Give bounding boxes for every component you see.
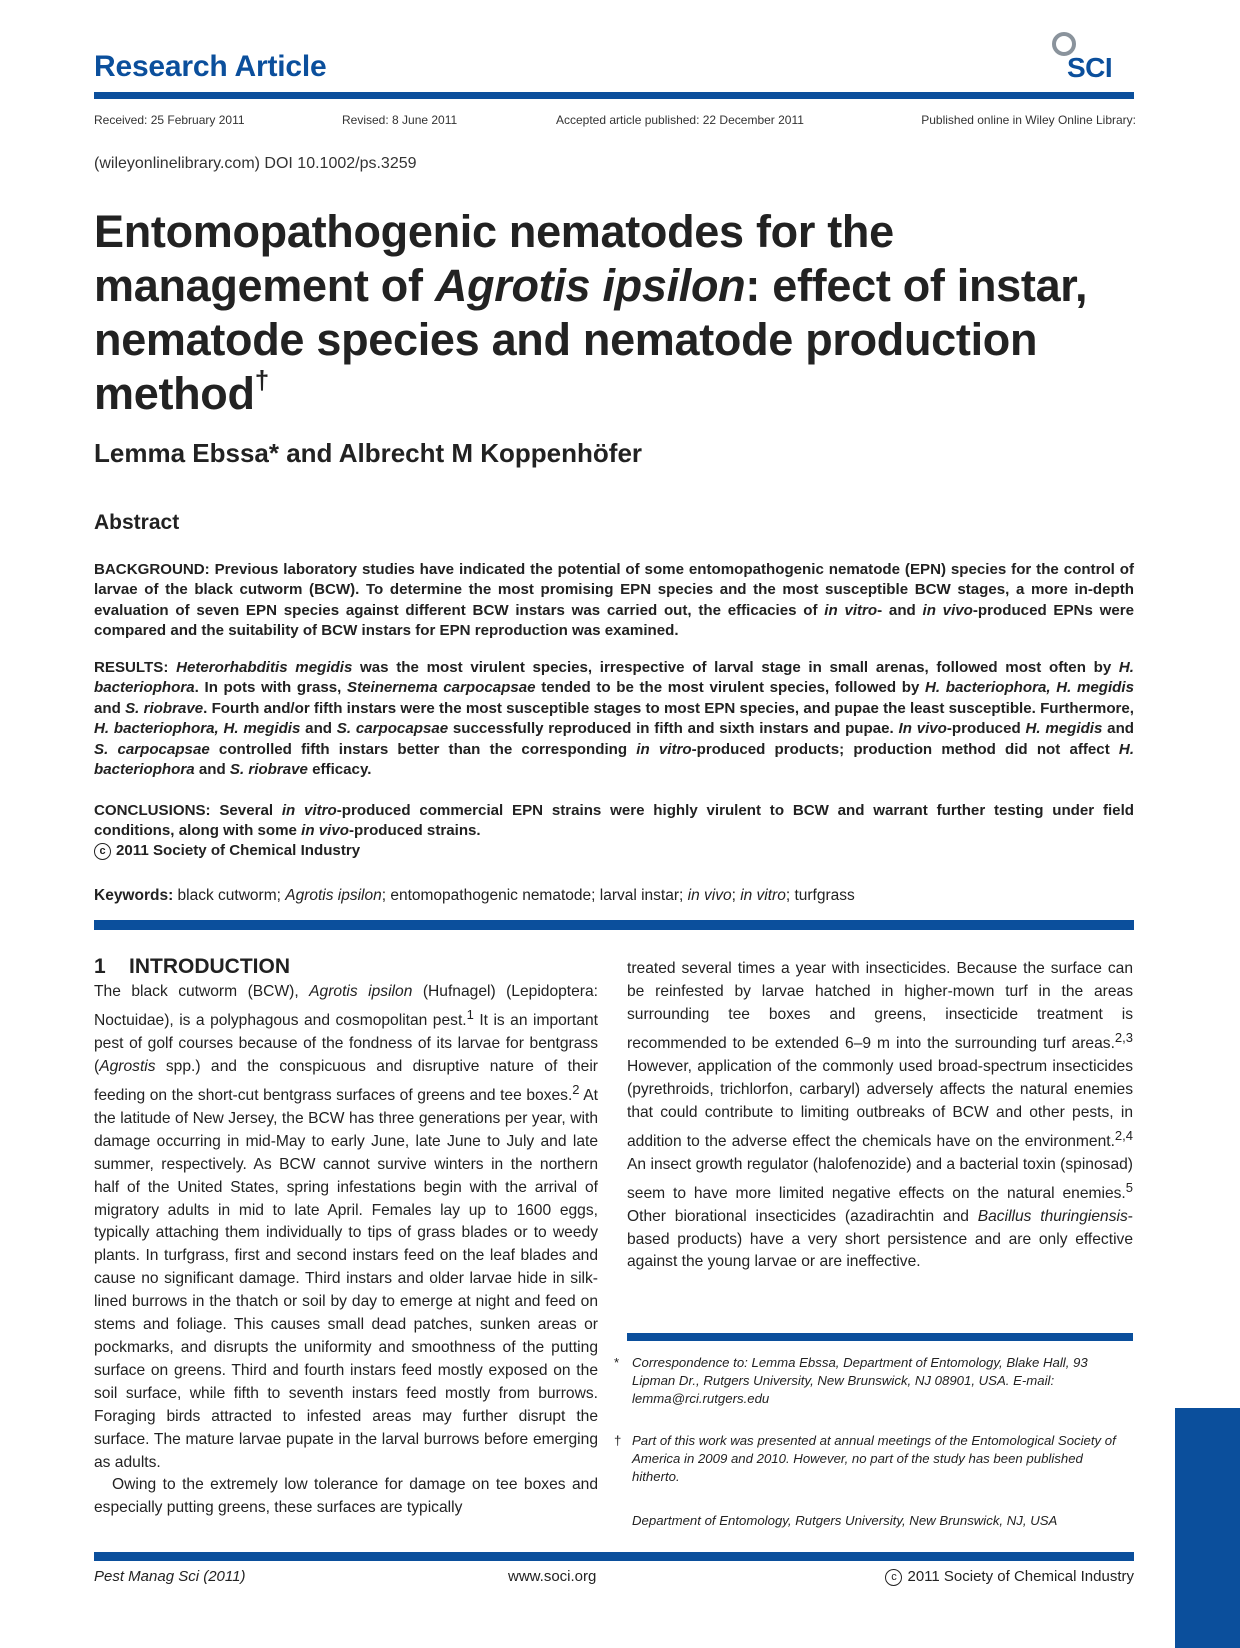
intro-paragraph-2: Owing to the extremely low tolerance for damage on tee boxes and especially putting greens, these surfaces are typically <box>94 1476 598 1517</box>
abstract-heading: Abstract <box>94 511 180 534</box>
notes-rule <box>627 1333 1133 1341</box>
accepted-date: Accepted article published: 22 December 2011 <box>556 113 804 127</box>
header-rule <box>94 92 1134 99</box>
abstract-rule <box>94 920 1134 930</box>
keywords: Keywords: black cutworm; Agrotis ipsilon; entomopathogenic nematode; larval instar; in vivo; in vitro; turfgrass <box>94 887 855 904</box>
journal-section-title: Research Article <box>94 50 327 83</box>
intro-paragraph-1: The black cutworm (BCW), Agrotis ipsilon (Hufnagel) (Lepidoptera: Noctuidae), is a polyphagous and cosmopolitan pest.$^1$ It is an important pest of golf courses because of the fondness of its larvae for bentgrass (Agrostis spp.) and the conspicuous and disruptive nature of their feeding on the short-cut bentgrass surfaces of greens and tee boxes.$^2$ At the latitude of New Jersey, the BCW has three generations per year, with damage occurring in mid-May to early June, late June to July and late summer, respectively. As BCW cannot survive winters in the northern half of the United States, spring infestations begin with the arrival of migratory adults in mid to late April. Females lay up to 1600 eggs, typically attaching them individually to tips of grass blades or to weedy plants. In turfgrass, first and second instars feed on the leaf blades and cause no significant damage. Third instars and older larvae hide in silk-lined burrows in the thatch or soil by day to emerge at night and feed on stems and foliage. This causes small dead patches, sunken areas or pockmarks, and disrupts the uniformity and smoothness of the putting surface on greens. Third and fourth instars feed mostly exposed on the soil surface, while fifth to seventh instars feed mostly from burrows. Foraging birds attracted to infested areas may further disrupt the surface. The mature larvae pupate in the larval burrows before emerging as adults. <box>94 983 599 1471</box>
published-online: Published online in Wiley Online Library: <box>921 113 1136 127</box>
abstract-copyright: c 2011 Society of Chemical Industry <box>94 842 360 860</box>
intro-right-column: treated several times a year with insecticides. Because the surface can be reinfested by larvae hatched in higher-mown turf in the areas surrounding tee boxes and greens, insecticide treatment is recommended to be extended 6–9 m into the surrounding turf areas.$^{2,3}$ However, application of the commonly used broad-spectrum insecticides (pyrethroids, trichlorfon, carbaryl) adversely affects the natural enemies that could contribute to limiting outbreaks of BCW and other pests, in addition to the adverse effect the chemicals have on the environment.$^{2,4}$ An insect growth regulator (halofenozide) and a bacterial toxin (spinosad) seem to have more limited negative effects on the natural enemies.$^5$ Other biorational insecticides (azadirachtin and Bacillus thuringiensis-based products) have a very short persistence and are only effective against the young larvae or are ineffective. <box>627 960 1133 1271</box>
footer-copyright: c 2011 Society of Chemical Industry <box>885 1568 1134 1586</box>
copyright-icon: c <box>885 1569 902 1586</box>
received-date: Received: 25 February 2011 <box>94 113 245 127</box>
dagger-mark: † <box>254 365 269 395</box>
journal-citation: Pest Manag Sci (2011) <box>94 1568 246 1585</box>
dagger-note: † Part of this work was presented at annual meetings of the Entomological Society of America in 2009 and 2010. However, no part of the study has been published hitherto. <box>614 1433 1116 1484</box>
logo-text: SCI <box>1067 52 1113 83</box>
abstract-background: BACKGROUND: Previous laboratory studies have indicated the potential of some entomopathogenic nematode (EPN) species for the control of larvae of the black cutworm (BCW). To determine the most promising EPN species and the most susceptible BCW stages, a more in-depth evaluation of seven EPN species against different BCW instars was carried out, the efficacies of in vitro- and in vivo-produced EPNs were compared and the suitability of BCW instars for EPN reproduction was examined. <box>94 561 1135 640</box>
copyright-icon: c <box>94 843 111 860</box>
article-title: Entomopathogenic nematodes for the management of Agrotis ipsilon: effect of instar, nematode species and nematode production method† <box>94 206 1088 419</box>
side-tab <box>1175 1408 1240 1648</box>
revised-date: Revised: 8 June 2011 <box>342 113 458 127</box>
footer-rule <box>94 1552 1134 1561</box>
journal-url[interactable]: www.soci.org <box>508 1568 597 1585</box>
section-heading-introduction: 1 INTRODUCTION <box>94 955 291 978</box>
sci-logo <box>1052 28 1132 84</box>
abstract-results: RESULTS: Heterorhabditis megidis was the most virulent species, irrespective of larval stage in small arenas, followed most often by H. bacteriophora. In pots with grass, Steinernema carpocapsae tended to be the most virulent species, followed by H. bacteriophora, H. megidis and S. riobrave. Fourth and/or fifth instars were the most susceptible stages to most EPN species, and pupae the least susceptible. Furthermore, H. bacteriophora, H. megidis and S. carpocapsae successfully reproduced in fifth and sixth instars and pupae. In vivo-produced H. megidis and S. carpocapsae controlled fifth instars better than the corresponding in vitro-produced products; production method did not affect H. bacteriophora and S. riobrave efficacy. <box>94 659 1135 779</box>
affiliation-note: Department of Entomology, Rutgers University, New Brunswick, NJ, USA <box>632 1513 1058 1528</box>
abstract-conclusions: CONCLUSIONS: Several in vitro-produced commercial EPN strains were highly virulent to BCW and warrant further testing under field conditions, along with some in vivo-produced strains. <box>94 802 1134 840</box>
correspondence-note: * Correspondence to: Lemma Ebssa, Department of Entomology, Blake Hall, 93 Lipman Dr., Rutgers University, New Brunswick, NJ 08901, USA. E-mail: lemma@rci.rutgers.edu <box>614 1355 1088 1406</box>
intro-left-column <box>94 981 598 1520</box>
authors: Lemma Ebssa* and Albrecht M Koppenhöfer <box>94 438 643 468</box>
doi-line: (wileyonlinelibrary.com) DOI 10.1002/ps.3259 <box>94 155 417 172</box>
